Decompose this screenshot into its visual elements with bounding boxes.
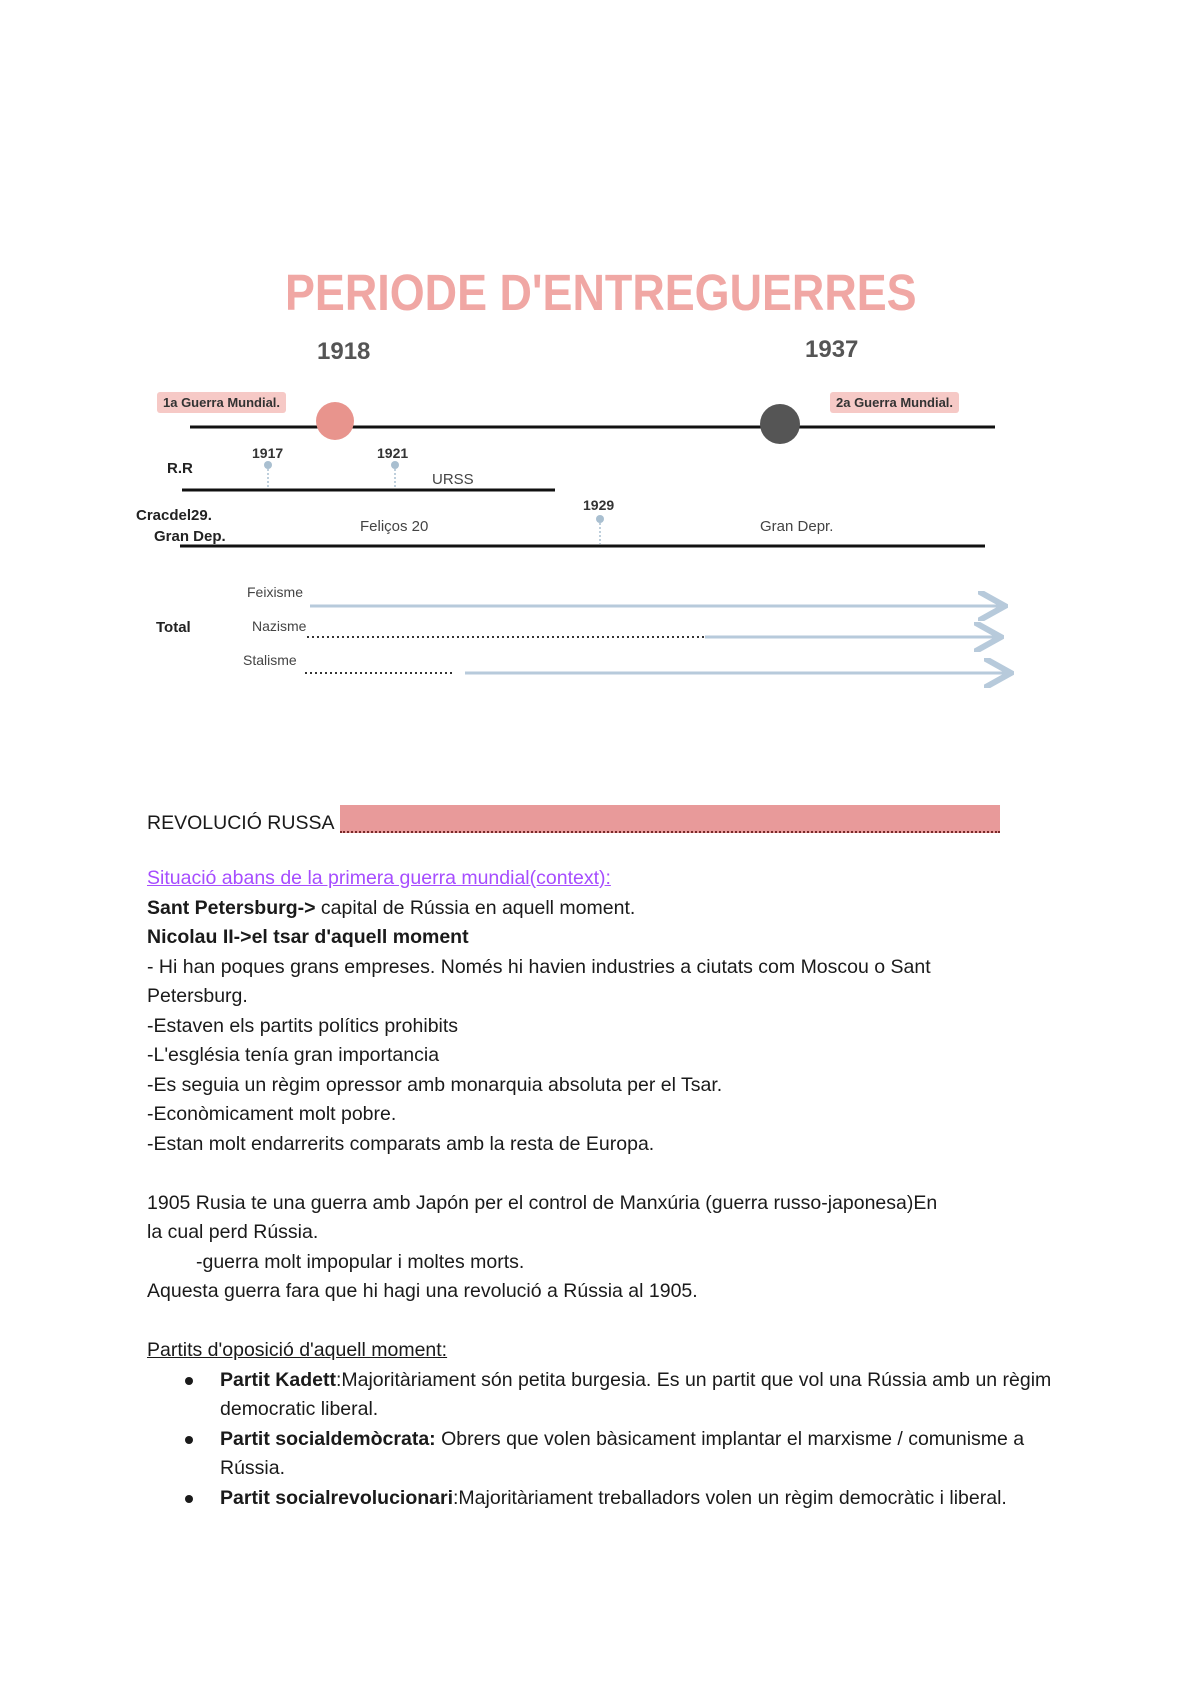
rr-label: R.R (167, 460, 193, 477)
party-desc: :Majoritàriament treballadors volen un règim democràtic i liberal. (453, 1486, 1007, 1509)
ww2-label: 2a Guerra Mundial. (830, 392, 959, 413)
parties-list (147, 1366, 1077, 1514)
sp-bold: Sant Petersburg-> (147, 896, 316, 919)
context-line: -Econòmicament molt pobre. (147, 1103, 397, 1125)
ww1-marker (316, 402, 354, 440)
year-1929: 1929 (583, 497, 615, 513)
context-line: -Es seguia un règim opressor amb monarquia absoluta per el Tsar. (147, 1073, 723, 1096)
crash-label-2: Gran Dep. (154, 528, 226, 545)
nicolau-line: Nicolau II->el tsar d'aquell moment (147, 926, 469, 948)
list-item (147, 1484, 1077, 1514)
party-name: Partit socialdemòcrata: (220, 1427, 436, 1450)
year-1917: 1917 (252, 445, 284, 461)
feixisme-label: Feixisme (247, 584, 304, 600)
section-heading (147, 805, 1077, 835)
crash-label-1: Cracdel29. (136, 507, 212, 524)
context-line: -Estaven els partits polítics prohibits (147, 1014, 459, 1037)
pin-1929 (596, 515, 604, 523)
list-item (147, 1425, 1077, 1484)
party-desc: Obrers que volen bàsicament implantar el marxisme / comunisme a Rússia. (220, 1427, 1025, 1479)
context-link[interactable]: Situació abans de la primera guerra mundial(context): (147, 867, 611, 889)
sp-text: capital de Rússia en aquell moment. (315, 896, 636, 919)
pin-1917 (264, 461, 272, 469)
war-line: -guerra molt impopular i moltes morts. (196, 1250, 525, 1273)
sant-petersburg-line (147, 894, 1077, 924)
total-label: Total (156, 619, 191, 636)
parties-heading: Partits d'oposició d'aquell moment: (147, 1339, 448, 1361)
timeline-title: PERIODE D'ENTREGUERRES (285, 264, 917, 321)
nazisme-label: Nazisme (252, 618, 307, 634)
context-line: -Estan molt endarrerits comparats amb la resta de Europa. (147, 1132, 655, 1155)
year-1918: 1918 (317, 338, 371, 365)
heading-highlight (340, 805, 1000, 833)
party-desc: :Majoritàriament són petita burgesia. Es un partit que vol una Rússia amb un règim democratic liberal. (220, 1368, 1052, 1420)
document-body (147, 805, 1077, 1513)
timeline-infographic (136, 205, 1070, 765)
year-1937: 1937 (805, 336, 859, 363)
pin-1921 (391, 461, 399, 469)
year-1921: 1921 (377, 445, 409, 461)
list-item (147, 1366, 1077, 1425)
context-link-line (147, 864, 1077, 894)
party-name: Partit Kadett (220, 1368, 336, 1391)
ww1-label: 1a Guerra Mundial. (157, 392, 286, 413)
war-line: la cual perd Rússia. (147, 1221, 319, 1243)
context-line: - Hi han poques grans empreses. Només hi havien industries a ciutats com Moscou o Sant (147, 955, 931, 978)
urss-label: URSS (432, 471, 474, 488)
context-line: -L'església tenía gran importancia (147, 1044, 440, 1066)
war-line: Aquesta guerra fara que hi hagi una revolució a Rússia al 1905. (147, 1280, 698, 1302)
party-name: Partit socialrevolucionari (220, 1486, 454, 1509)
felicos-20-label: Feliços 20 (360, 518, 429, 535)
ww2-marker (760, 404, 800, 444)
gran-depr-label: Gran Depr. (760, 518, 834, 535)
context-line: Petersburg. (147, 985, 248, 1007)
stalisme-label: Stalisme (243, 652, 297, 668)
heading-text: REVOLUCIÓ RUSSA (147, 812, 335, 834)
war-line: 1905 Rusia te una guerra amb Japón per el control de Manxúria (guerra russo-japonesa)En (147, 1191, 938, 1214)
